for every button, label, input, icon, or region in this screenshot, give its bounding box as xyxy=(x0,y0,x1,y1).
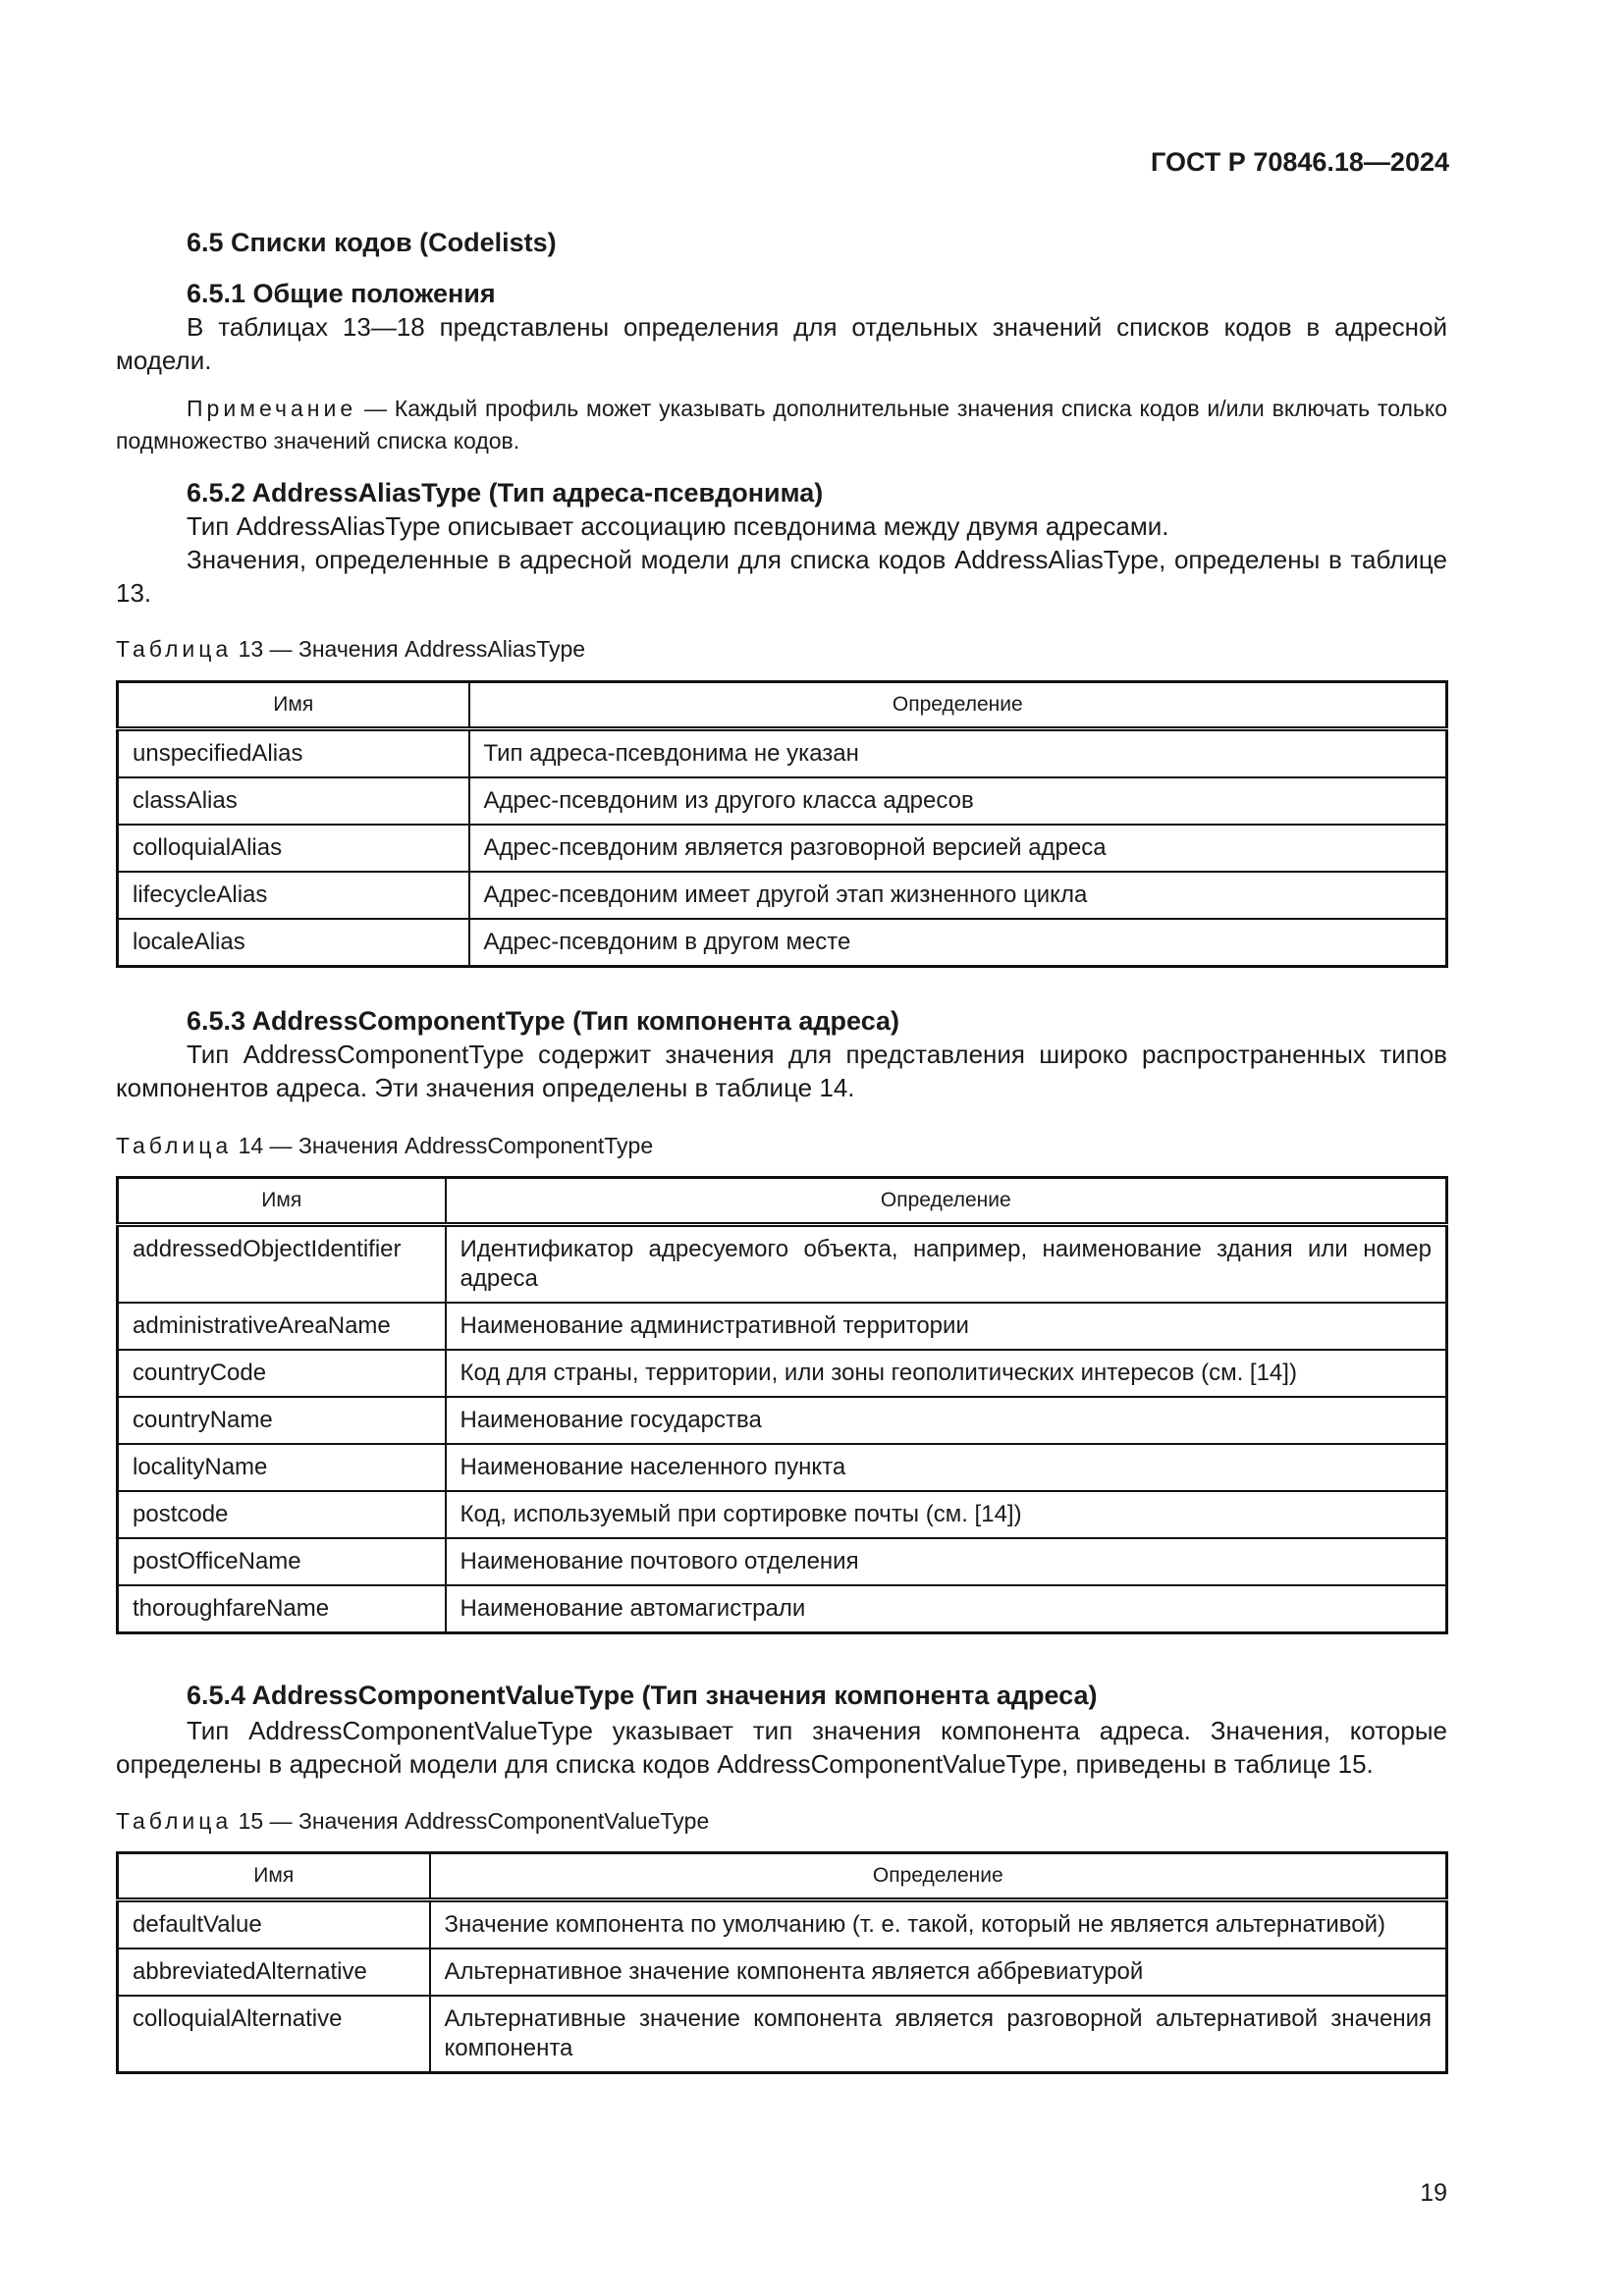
table-13-header-row xyxy=(118,682,1447,729)
table-14-caption-label: Таблица xyxy=(116,1133,233,1158)
table-14-header-definition: Определение xyxy=(446,1178,1447,1225)
table-14 xyxy=(116,1176,1448,1634)
table-14-cell-name: localityName xyxy=(118,1444,446,1491)
table-14-cell-name: countryCode xyxy=(118,1350,446,1397)
table-14-cell-definition: Наименование почтового отделения xyxy=(446,1538,1447,1585)
table-15-caption-label: Таблица xyxy=(116,1808,233,1834)
table-13-header-definition: Определение xyxy=(469,682,1447,729)
table-14-cell-name: administrativeAreaName xyxy=(118,1303,446,1350)
table-14-cell-name: addressedObjectIdentifier xyxy=(118,1225,446,1304)
table-14-cell-definition: Код, используемый при сортировке почты (см. [14]) xyxy=(446,1491,1447,1538)
table-row xyxy=(118,919,1447,967)
table-13-cell-name: unspecifiedAlias xyxy=(118,729,469,778)
table-14-cell-definition: Наименование государства xyxy=(446,1397,1447,1444)
table-row xyxy=(118,872,1447,919)
section-6-5-3-heading: 6.5.3 AddressComponentType (Тип компонента адреса) xyxy=(187,1006,900,1036)
table-13-cell-definition: Адрес-псевдоним имеет другой этап жизненного цикла xyxy=(469,872,1447,919)
note-label: Примечание xyxy=(187,396,357,421)
section-6-5-heading: 6.5 Списки кодов (Codelists) xyxy=(187,228,557,257)
table-15-header-row xyxy=(118,1853,1447,1900)
table-row xyxy=(118,1900,1447,1949)
table-row xyxy=(118,1350,1447,1397)
table-13-cell-name: localeAlias xyxy=(118,919,469,967)
table-14-cell-name: countryName xyxy=(118,1397,446,1444)
section-6-5-1-heading: 6.5.1 Общие положения xyxy=(187,279,496,308)
table-14-cell-name: postcode xyxy=(118,1491,446,1538)
table-13-cell-definition: Адрес-псевдоним является разговорной версией адреса xyxy=(469,825,1447,872)
table-13-cell-definition: Тип адреса-псевдонима не указан xyxy=(469,729,1447,778)
table-13-caption-text: 13 — Значения AddressAliasType xyxy=(238,636,586,662)
table-14-cell-definition: Идентификатор адресуемого объекта, например, наименование здания или номер адреса xyxy=(446,1225,1447,1304)
table-13-cell-definition: Адрес-псевдоним из другого класса адресов xyxy=(469,777,1447,825)
table-14-cell-name: thoroughfareName xyxy=(118,1585,446,1633)
table-15-cell-definition: Альтернативное значение компонента является аббревиатурой xyxy=(430,1949,1447,1996)
table-row xyxy=(118,1538,1447,1585)
table-13-cell-name: classAlias xyxy=(118,777,469,825)
table-13-cell-name: lifecycleAlias xyxy=(118,872,469,919)
table-14-caption-text: 14 — Значения AddressComponentType xyxy=(238,1133,654,1158)
table-15-cell-definition: Значение компонента по умолчанию (т. е. такой, который не является альтернативой) xyxy=(430,1900,1447,1949)
document-id: ГОСТ Р 70846.18—2024 xyxy=(1151,147,1449,177)
table-13 xyxy=(116,680,1448,968)
section-6-5-4-heading: 6.5.4 AddressComponentValueType (Тип значения компонента адреса) xyxy=(187,1681,1098,1710)
section-6-5-2-heading: 6.5.2 AddressAliasType (Тип адреса-псевдонима) xyxy=(187,478,824,507)
table-13-cell-name: colloquialAlias xyxy=(118,825,469,872)
table-14-caption xyxy=(116,1133,653,1159)
table-15-caption-text: 15 — Значения AddressComponentValueType xyxy=(238,1808,710,1834)
table-15-caption xyxy=(116,1808,709,1835)
section-6-5-4-paragraph: Тип AddressComponentValueType указывает тип значения компонента адреса. Значения, которые определены в адресной модели для списка кодов AddressComponentValueType, приведены в таблице 15. xyxy=(116,1716,1447,1779)
table-15-cell-definition: Альтернативные значение компонента является разговорной альтернативой значения компонента xyxy=(430,1996,1447,2073)
table-14-header-name: Имя xyxy=(118,1178,446,1225)
table-15 xyxy=(116,1851,1448,2074)
table-14-cell-definition: Наименование административной территории xyxy=(446,1303,1447,1350)
section-6-5-3-paragraph: Тип AddressComponentType содержит значения для представления широко распространенных типов компонентов адреса. Эти значения определены в таблице 14. xyxy=(116,1040,1447,1102)
section-6-5-1-note xyxy=(116,393,1447,457)
page-number: 19 xyxy=(1420,2179,1447,2207)
table-row xyxy=(118,1397,1447,1444)
table-13-caption xyxy=(116,636,585,663)
table-row xyxy=(118,1949,1447,1996)
table-13-cell-definition: Адрес-псевдоним в другом месте xyxy=(469,919,1447,967)
table-row xyxy=(118,1444,1447,1491)
table-row xyxy=(118,1225,1447,1304)
table-row xyxy=(118,1996,1447,2073)
table-14-cell-definition: Код для страны, территории, или зоны геополитических интересов (см. [14]) xyxy=(446,1350,1447,1397)
table-15-cell-name: colloquialAlternative xyxy=(118,1996,430,2073)
table-14-cell-definition: Наименование населенного пункта xyxy=(446,1444,1447,1491)
section-6-5-1-paragraph: В таблицах 13—18 представлены определения для отдельных значений списков кодов в адресной модели. xyxy=(116,312,1447,375)
table-row xyxy=(118,1303,1447,1350)
table-14-header-row xyxy=(118,1178,1447,1225)
table-15-header-name: Имя xyxy=(118,1853,430,1900)
table-14-cell-name: postOfficeName xyxy=(118,1538,446,1585)
table-row xyxy=(118,1491,1447,1538)
table-13-header-name: Имя xyxy=(118,682,469,729)
table-14-cell-definition: Наименование автомагистрали xyxy=(446,1585,1447,1633)
table-row xyxy=(118,1585,1447,1633)
table-15-header-definition: Определение xyxy=(430,1853,1447,1900)
section-6-5-2-paragraph-1: Тип AddressAliasType описывает ассоциацию псевдонима между двумя адресами. xyxy=(187,511,1169,541)
table-13-caption-label: Таблица xyxy=(116,636,233,662)
note-text: — Каждый профиль может указывать дополнительные значения списка кодов и/или включать только подмножество значений списка кодов. xyxy=(116,396,1447,454)
table-15-cell-name: defaultValue xyxy=(118,1900,430,1949)
table-row xyxy=(118,777,1447,825)
table-row xyxy=(118,825,1447,872)
section-6-5-2-paragraph-2: Значения, определенные в адресной модели для списка кодов AddressAliasType, определены в таблице 13. xyxy=(116,545,1447,608)
table-row xyxy=(118,729,1447,778)
table-15-cell-name: abbreviatedAlternative xyxy=(118,1949,430,1996)
